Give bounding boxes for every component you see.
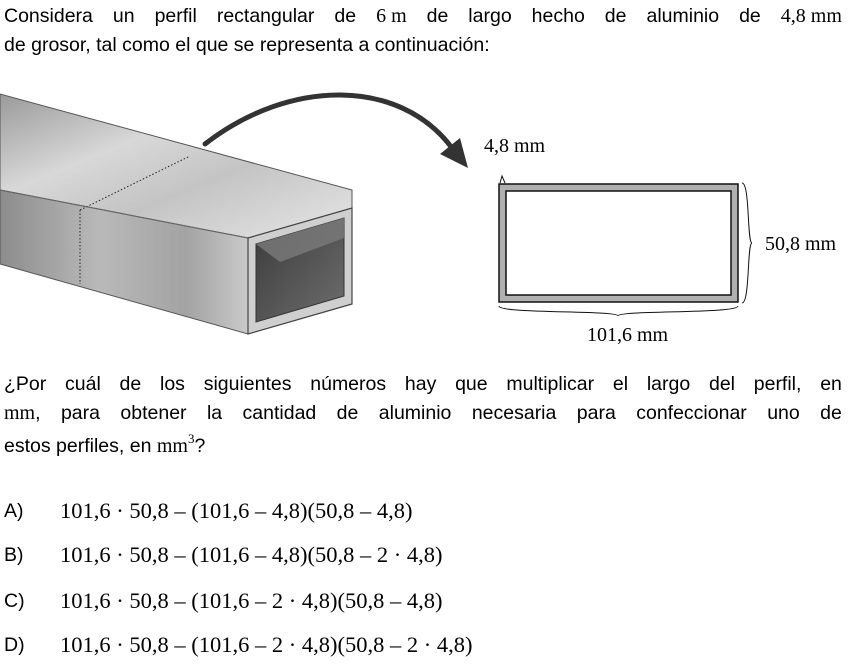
label-height: 50,8 mm: [765, 233, 837, 255]
question-word: uno: [767, 402, 800, 424]
question-line-3: [4, 432, 842, 462]
intro-word: rectangular: [216, 5, 315, 27]
intro-word: de: [426, 5, 449, 27]
option-letter: C): [4, 589, 25, 612]
intro-word: hecho: [531, 5, 585, 27]
thickness-value: 4,8 mm: [780, 5, 842, 27]
question-word: cantidad: [242, 402, 317, 424]
question-word: estos perfiles, en: [4, 435, 152, 457]
question-word: aluminio: [378, 402, 452, 424]
question-word: ,: [35, 402, 41, 424]
question-word: de: [820, 402, 842, 424]
question-word: obtener: [120, 402, 187, 424]
intro-line-1: [4, 2, 842, 31]
question-word: los: [160, 373, 185, 395]
option-b[interactable]: [4, 538, 442, 572]
cross-section-diagram: [499, 176, 752, 316]
question-word: necesaria: [471, 402, 557, 424]
question-word: cuál: [65, 373, 101, 395]
option-expression: 101,6 · 50,8 – (101,6 – 4,8)(50,8 – 4,8): [60, 498, 413, 523]
question-word: de: [336, 402, 359, 424]
option-expression: 101,6 · 50,8 – (101,6 – 2 · 4,8)(50,8 – 2 · 4,8): [60, 632, 473, 657]
height-brace: [742, 183, 752, 303]
option-letter: A): [4, 499, 24, 522]
question-word: para: [60, 402, 100, 424]
length-value: 6 m: [376, 5, 407, 27]
option-letter: D): [4, 633, 25, 656]
option-d[interactable]: [4, 628, 472, 662]
option-a[interactable]: [4, 494, 412, 528]
curved-arrow-icon: [205, 95, 468, 168]
cross-section-inner: [506, 191, 731, 295]
question-word: la: [206, 402, 223, 424]
label-width: 101,6 mm: [587, 324, 669, 346]
profile-figure: [0, 86, 849, 348]
intro-word: de: [604, 5, 627, 27]
intro-line-2: de grosor, tal como el que se representa a continuación:: [4, 34, 490, 56]
exponent: 3: [187, 431, 195, 446]
question-word: multiplicar: [506, 373, 595, 395]
intro-paragraph: [4, 2, 842, 60]
aluminum-bar-illustration: [0, 94, 352, 334]
question-word: [4, 399, 41, 428]
intro-word: aluminio: [646, 5, 720, 27]
question-word: del: [708, 373, 735, 395]
question-word: confeccionar: [636, 402, 747, 424]
question-word: perfil,: [753, 373, 802, 395]
option-expression: 101,6 · 50,8 – (101,6 – 4,8)(50,8 – 2 · 4,8): [60, 542, 443, 567]
question-line-2: [4, 399, 842, 428]
intro-word: un: [112, 5, 135, 27]
question-line-1: [4, 370, 842, 399]
question-word: hay: [404, 373, 437, 395]
unit-mm: mm: [4, 402, 36, 424]
unit-mm-cubed: mm: [156, 435, 188, 457]
intro-word: largo: [468, 5, 512, 27]
question-mark: ?: [194, 435, 206, 457]
question-word: en: [820, 373, 842, 395]
thickness-marker: [500, 176, 505, 183]
option-letter: B): [4, 543, 24, 566]
question-word: ¿Por: [4, 373, 47, 395]
intro-word: Considera: [4, 5, 93, 27]
intro-word: de: [739, 5, 761, 27]
question-word: siguientes: [203, 373, 292, 395]
label-thickness: 4,8 mm: [484, 135, 546, 157]
question-word: de: [119, 373, 142, 395]
question-word: números: [310, 373, 387, 395]
width-brace: [499, 306, 738, 316]
question-word: que: [455, 373, 488, 395]
option-expression: 101,6 · 50,8 – (101,6 – 2 · 4,8)(50,8 – 4,8): [60, 588, 443, 613]
question-paragraph: [4, 370, 842, 462]
question-word: el: [612, 373, 629, 395]
option-c[interactable]: [4, 584, 442, 618]
question-word: largo: [646, 373, 691, 395]
intro-word: de: [334, 5, 357, 27]
question-word: para: [576, 402, 616, 424]
intro-word: perfil: [154, 5, 197, 27]
